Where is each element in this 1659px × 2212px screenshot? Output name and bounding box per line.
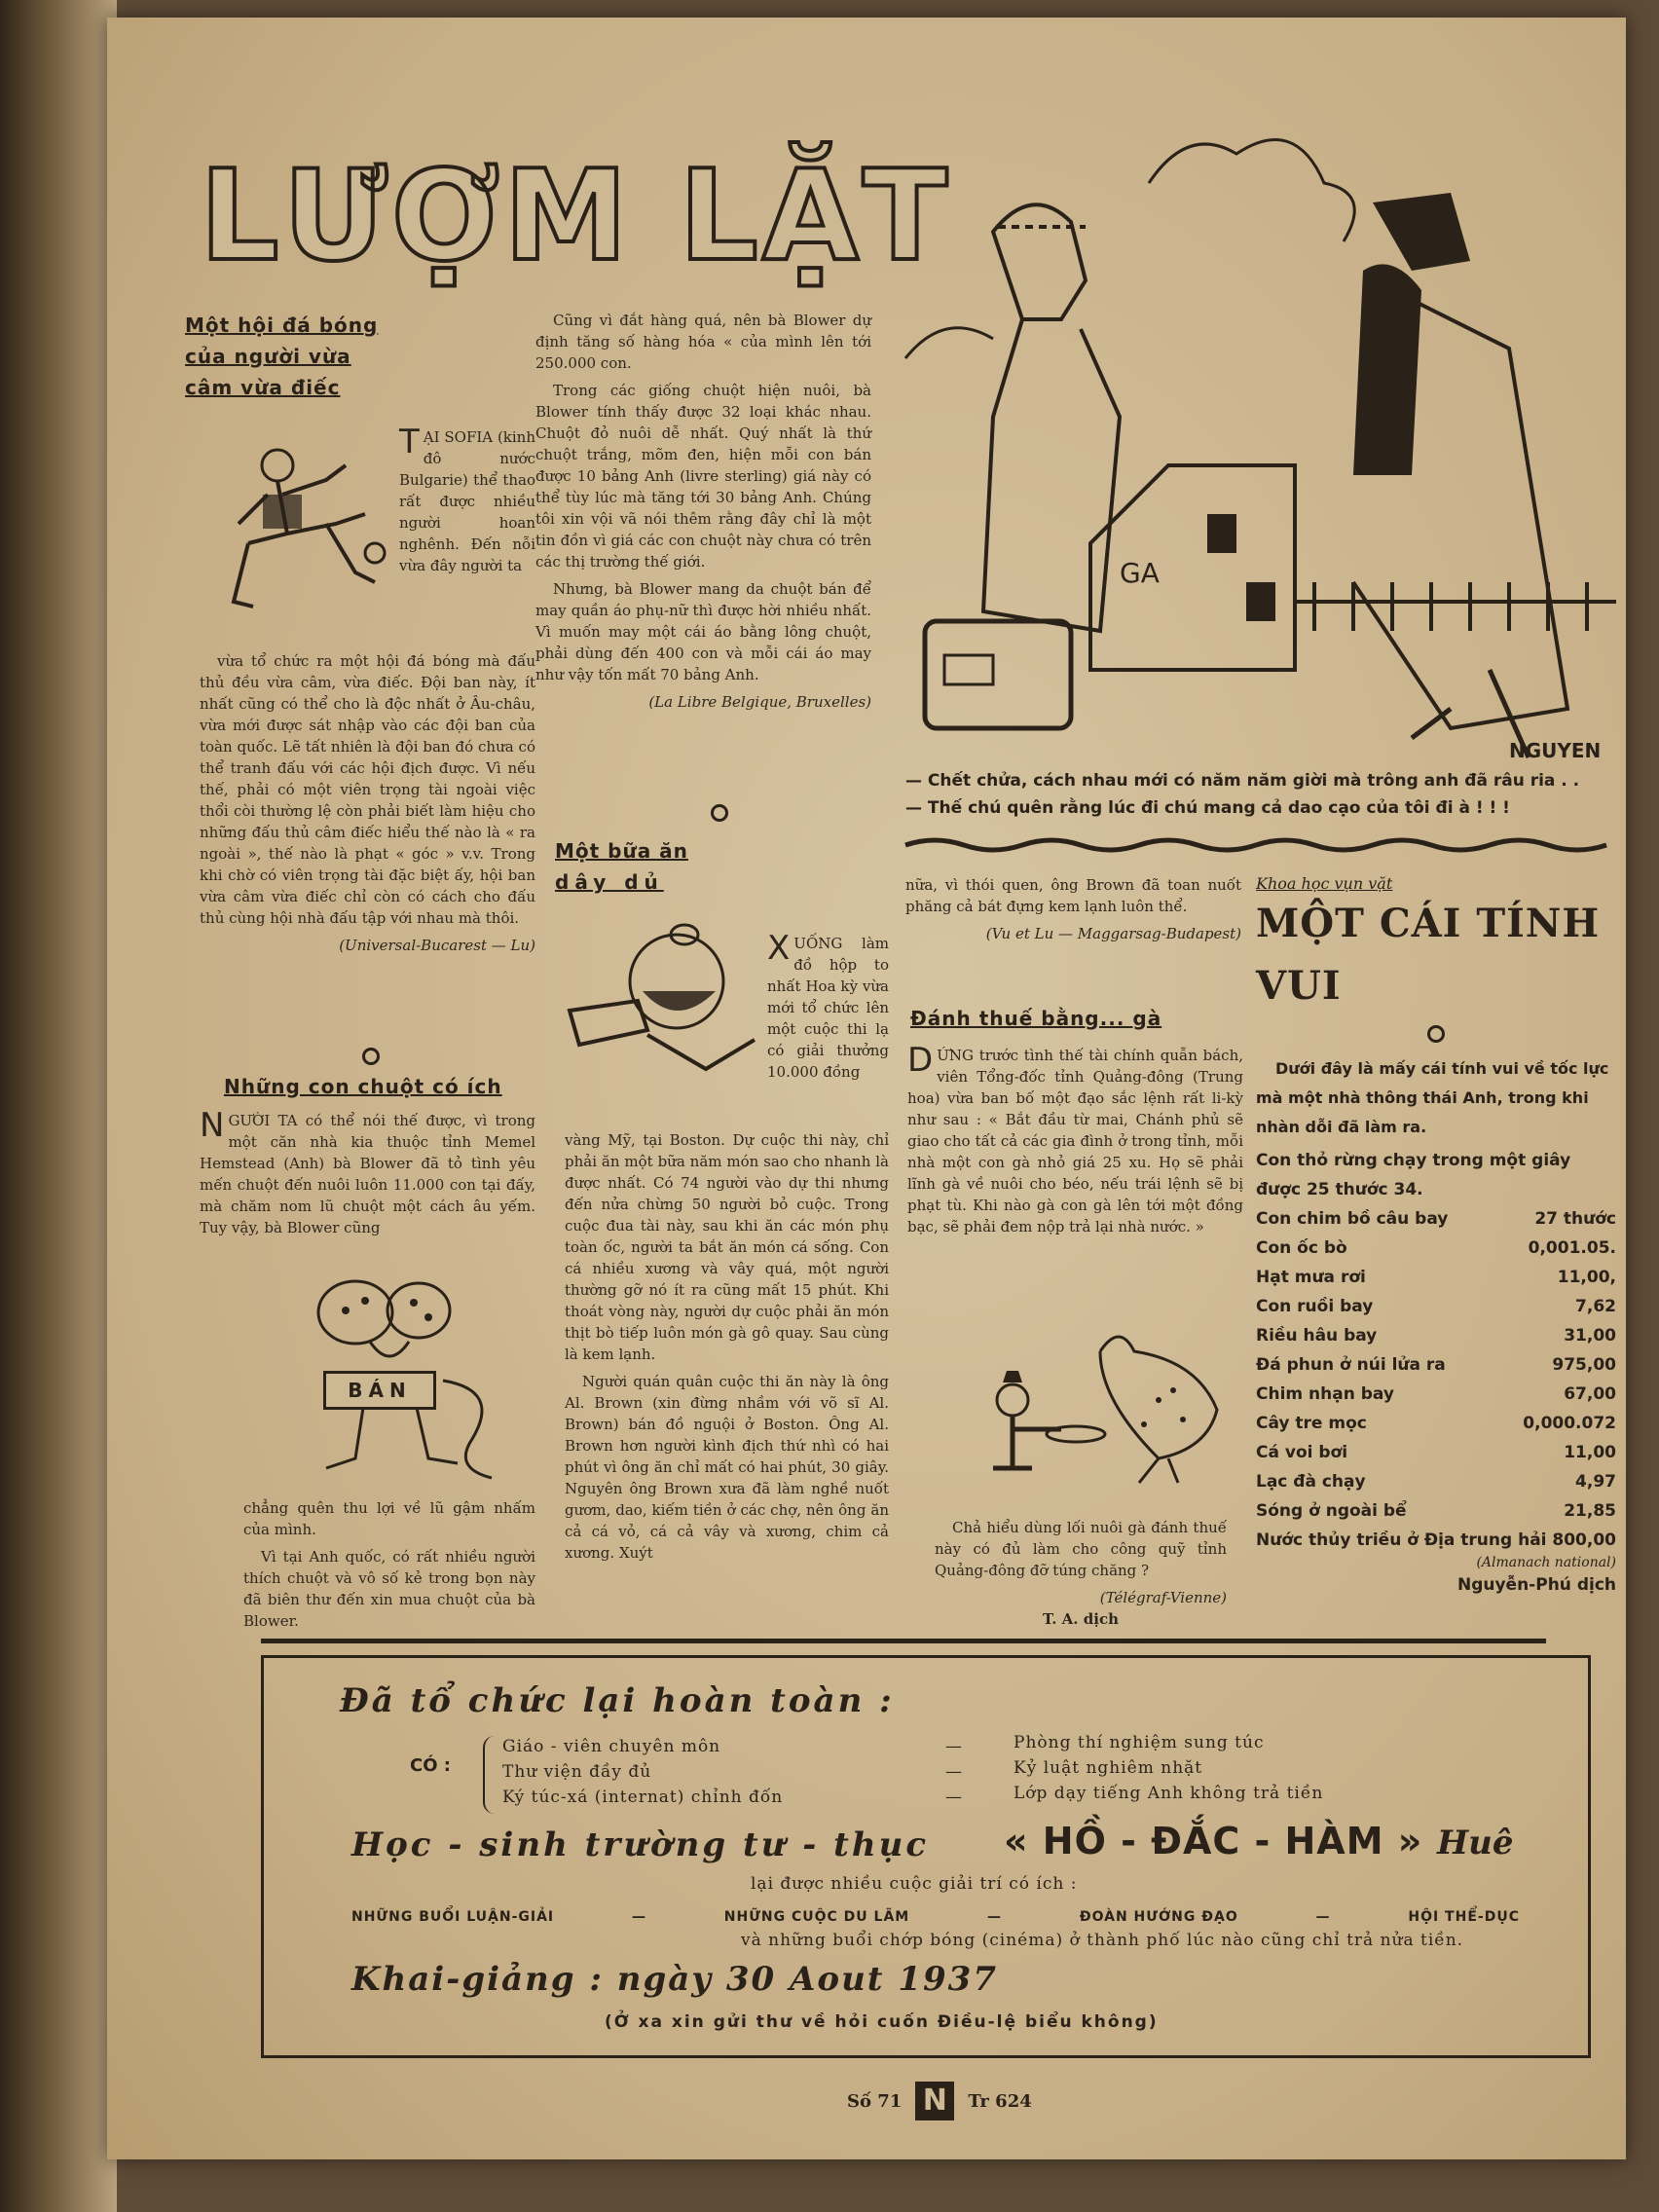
speed-table-row bbox=[1256, 1526, 1616, 1555]
ad-activities: NHỮNG BUỔI LUẬN-GIẢI — NHỮNG CUỘC DU LÃM — ĐOÀN HƯỚNG ĐẠO — HỘI THỂ-DỤC bbox=[351, 1909, 1520, 1925]
article1-heading: Một hội đá bóng của người vừa câm vừa điếc bbox=[185, 313, 379, 399]
ad-school-name: « HỒ - ĐẮC - HÀM » bbox=[1004, 1820, 1423, 1862]
cartoon-caption: — Chết chửa, cách nhau mới có năm năm giời mà trông anh đã râu ria . . — Thế chú quên rằng lúc đi chú mang cả dao cạo của tôi đi à ! ! ! bbox=[905, 771, 1580, 818]
speed-label: Con thỏ rừng chạy trong một giây được 25 thước 34. bbox=[1256, 1151, 1571, 1199]
article4-heading: Đánh thuế bằng... gà bbox=[910, 1007, 1162, 1030]
speed-label: Riều hâu bay bbox=[1256, 1326, 1378, 1346]
article3-continuation: nữa, vì thói quen, ông Brown đã toan nuốt phăng cả bát đựng kem lạnh luôn thể. (Vu et Lu — Maggarsag-Budapest) bbox=[905, 876, 1241, 942]
speed-value: 7,62 bbox=[1575, 1297, 1616, 1316]
article3-heading: Một bữa ăn dây dủ bbox=[555, 839, 688, 894]
newspaper-page bbox=[107, 18, 1626, 2159]
article2-column2: Cũng vì đắt hàng quá, nên bà Blower dự định tăng số hàng hóa « của mình lên tới 250.000 con. Trong các giống chuột hiện nuôi, bà Blower tính thấy được 32 loại khác nhau. Chuột đỏ nuôi dễ nhất. Quý nhất là thứ chuột trắng, mõm đen, hiện mỗi con bán được 10 bảng Anh (livre sterling) giá này có thể tùy lúc mà tăng tới 30 bảng Anh. Chúng tôi xin vội vã nói thêm rằng đây chỉ là một tin đồn vì giá các con chuột này chưa có trên các thị trường thế giới. Nhưng, bà Blower mang da chuột bán để may quần áo phụ-nữ thì được hời nhiều nhất. Vì muốn may một cái áo bằng lông chuột, phải dùng đến 400 con và mỗi cái áo may như vậy tốn mất 70 bảng Anh. (La Libre Belgique, Bruxelles) bbox=[535, 312, 871, 711]
speed-table-row bbox=[1256, 1321, 1616, 1350]
speed-value: 4,97 bbox=[1575, 1472, 1616, 1492]
speed-value: 975,00 bbox=[1552, 1355, 1616, 1375]
publication-logo: N bbox=[915, 2082, 954, 2120]
football-player-illustration bbox=[209, 436, 394, 631]
speed-table-row bbox=[1256, 1467, 1616, 1496]
article4-caption: Chả hiểu dùng lối nuôi gà đánh thuế này có đủ làm cho công quỹ tỉnh Quảng-đông đỡ túng chăng ? (Télégraf-Vienne) T. A. dịch bbox=[935, 1519, 1227, 1628]
speed-value: 800,00 bbox=[1552, 1530, 1616, 1550]
article2-tail: chẳng quên thu lợi về lũ gậm nhấm của mình. Vì tại Anh quốc, có rất nhiều người thích chuột và vô số kẻ trong bọn này đã biên thư đến xin mua chuột của bà Blower. bbox=[243, 1499, 535, 1630]
ad-headline: Đã tổ chức lại hoàn toàn : bbox=[340, 1681, 895, 1720]
speed-table-row bbox=[1256, 1496, 1616, 1526]
section-divider-dot bbox=[1427, 1025, 1445, 1043]
cartoonist-signature: NGUYEN bbox=[1509, 739, 1602, 762]
speed-value: 11,00 bbox=[1564, 1443, 1616, 1462]
speed-table-row bbox=[1256, 1263, 1616, 1292]
article1-lead: TẠI SOFIA (kinh đô nước Bulgarie) thể thao rất được nhiều người hoan nghênh. Đến nỗi vừa đây người ta bbox=[399, 423, 535, 574]
speed-label: Con chim bồ câu bay bbox=[1256, 1209, 1449, 1229]
article1-body: vừa tổ chức ra một hội đá bóng mà đấu thủ đều vừa câm, vừa điếc. Đội ban này, ít nhất cũng có thể cho là độc nhất ở Âu-châu, vừa mới được sát nhập vào các đội ban của toàn quốc. Lẽ tất nhiên là đội ban đó chưa có thể tranh đấu với các hội địch được. Vì nếu thế, phải có một viên trọng tài ngoài việc thổi còi thường lệ còn phải biết làm hiệu cho những đấu thủ câm điếc hiểu thế nào là « ra ngoài », thế nào là phạt « góc » v.v. Trong khi chờ có viên trọng tài đặc biệt ấy, hội ban vừa câm vừa điếc chỉ còn có cách cho đấu thủ cùng hội nhà đấu tập với nhau mà thôi. (Universal-Bucarest — Lu) bbox=[200, 652, 535, 954]
page-number: Tr 624 bbox=[968, 2090, 1032, 2112]
speed-table-row bbox=[1256, 1146, 1616, 1204]
ad-co-label: CÓ : bbox=[410, 1755, 451, 1776]
speed-value: 31,00 bbox=[1564, 1326, 1616, 1346]
speed-table-row bbox=[1256, 1234, 1616, 1263]
ad-footnote: (Ở xa xin gửi thư về hỏi cuốn Điều-lệ biểu không) bbox=[605, 2012, 1159, 2032]
ad-cinema-line: và những buổi chớp bóng (cinéma) ở thành phố lúc nào cũng chỉ trả nửa tiền. bbox=[741, 1931, 1464, 1950]
ad-city: Huê bbox=[1437, 1824, 1514, 1862]
speed-table-row bbox=[1256, 1292, 1616, 1321]
ad-opening-date: Khai-giảng : ngày 30 Aout 1937 bbox=[351, 1960, 998, 1999]
speed-value: 67,00 bbox=[1564, 1384, 1616, 1404]
ad-dashes: — — — bbox=[945, 1737, 963, 1807]
ad-left-list: Giáo - viên chuyên môn Thư viện đầy đủ Ký túc-xá (internat) chỉnh đốn bbox=[502, 1737, 784, 1807]
speed-table bbox=[1256, 1146, 1616, 1555]
speed-label: Con ốc bò bbox=[1256, 1238, 1347, 1258]
article4-body: DỨNG trước tình thế tài chính quẫn bách, viên Tổng-đốc tỉnh Quảng-đông (Trung hoa) vừa ban bố một đạo sắc lệnh rất li-kỳ như sau : « Bắt đầu từ mai, Chánh phủ sẽ giao cho tất cả các gia đình ở trong tỉnh, mỗi nhà một con gà nhỏ giá 25 xu. Họ sẽ phải lĩnh gà về nuôi cho béo, nếu trái lệnh sẽ bị phạt tù. Khi nào gà con gà lên tới một đồng bạc, sẽ phải đem nộp trả lại nhà nước. » bbox=[907, 1041, 1243, 1235]
speed-label: Nước thủy triều ở Địa trung hải bbox=[1256, 1530, 1547, 1550]
ad-benefit-line: lại được nhiều cuộc giải trí có ích : bbox=[751, 1874, 1078, 1894]
article3-lead: XUỐNG làm đồ hộp to nhất Hoa kỳ vừa mới tổ chức lên một cuộc thi lạ có giải thưởng 10.000 đồng bbox=[767, 929, 889, 1081]
ad-brace bbox=[483, 1736, 504, 1814]
article2-body: NGƯỜI TA có thể nói thế được, vì trong một căn nhà kia thuộc tỉnh Memel Hemstead (Anh) bà Blower đã tỏ tình yêu mến chuột đến nuôi luôn 11.000 con tại đấy, mà chăm nom lũ chuột một cách âu yếm. Tuy vậy, bà Blower cũng bbox=[200, 1106, 535, 1236]
page-footer bbox=[847, 2082, 1032, 2120]
speed-label: Cá voi bơi bbox=[1256, 1443, 1348, 1462]
masthead-title: LƯỢM LẶT bbox=[200, 144, 952, 289]
for-sale-sign: BÁN bbox=[323, 1371, 436, 1410]
speed-label: Cây tre mọc bbox=[1256, 1414, 1367, 1433]
speed-value: 0,000.072 bbox=[1523, 1414, 1616, 1433]
speed-table-row bbox=[1256, 1350, 1616, 1380]
speed-table-row bbox=[1256, 1380, 1616, 1409]
station-cartoon bbox=[905, 125, 1616, 762]
wavy-divider bbox=[905, 833, 1606, 853]
ad-school-prefix: Học - sinh trường tư - thục bbox=[351, 1825, 930, 1864]
station-sign: GA bbox=[1120, 557, 1160, 589]
article2-heading: Những con chuột có ích bbox=[224, 1075, 502, 1098]
school-advertisement bbox=[261, 1655, 1591, 2058]
speed-label: Chim nhạn bay bbox=[1256, 1384, 1394, 1404]
bottom-rule bbox=[261, 1639, 1546, 1643]
speed-label: Đá phun ở núi lửa ra bbox=[1256, 1355, 1446, 1375]
article5-kicker: Khoa học vụn vặt bbox=[1256, 874, 1393, 893]
chicken-tax-illustration bbox=[974, 1322, 1227, 1488]
eating-man-illustration bbox=[560, 923, 755, 1098]
speed-value: 27 thước bbox=[1534, 1209, 1616, 1229]
article3-body: vàng Mỹ, tại Boston. Dự cuộc thi này, chỉ phải ăn một bữa năm món sao cho nhanh là được nhất. Có 74 người vào dự thi nhưng đến nửa chừng 50 người bỏ cuộc. Trong cuộc đua tài này, sau khi ăn các món phụ toàn ốc, người ta bắt ăn món cá sống. Con cá nhiều xương và vây quá, một người thường gỡ nó ít ra cũng mất 15 phút. Khi thoát vòng này, người dự cuộc phải ăn món thịt bò tiếp luôn món gà gô quay. Sau cùng là kem lạnh. Người quán quân cuộc thi ăn này là ông Al. Brown (xin đừng nhầm với võ sĩ Al. Brown) bán đồ nguội ở Boston. Ông Al. Brown hơn người kình địch thứ nhì có hai phút vì ông ăn chỉ mất có hai phút, 30 giây. Nguyên ông Brown xưa đã làm nghề nuốt gươm, dao, kiếm tiền ở các chợ, nên ông ăn cả cá vỏ, cá cả vây và xương, chim cả xương. Xuýt bbox=[565, 1131, 889, 1562]
speed-label: Con ruồi bay bbox=[1256, 1297, 1374, 1316]
section-divider-dot bbox=[362, 1048, 380, 1065]
speed-value: 21,85 bbox=[1564, 1501, 1616, 1521]
speed-value: 11,00, bbox=[1557, 1268, 1616, 1287]
issue-number: Số 71 bbox=[847, 2090, 903, 2112]
speed-label: Hạt mưa rơi bbox=[1256, 1268, 1366, 1287]
speed-label: Lạc đà chạy bbox=[1256, 1472, 1366, 1492]
ad-right-list: Phòng thí nghiệm sung túc Kỷ luật nghiêm nhặt Lớp dạy tiếng Anh không trả tiền bbox=[1014, 1733, 1324, 1803]
speed-table-row bbox=[1256, 1438, 1616, 1467]
article5: Khoa học vụn vặt MỘT CÁI TÍNH VUI Dưới đây là mấy cái tính vui về tốc lực mà một nhà thông thái Anh, trong khi nhàn dỗi đã làm ra. Con thỏ rừng chạy trong một giây được 25 thước 34. Con chim bồ câu bay 27 thước Con ốc bò 0,001.05. Hạt mưa rơi 11,00, Con ruồi bay 7,62 Riều hâu bay 31,00 Đá phun ở núi lửa ra 975,00 Chim nhạn bay 67,00 Cây tre mọc 0,000.072 Cá voi bơi 11,00 Lạc đà chạy 4,97 Sóng ở ngoài bể 21,85 Nước thủy triều ở Địa trung hải 800,00 (Almanach national) Nguyễn-Phú dịch bbox=[1256, 874, 1616, 1595]
article5-title: MỘT CÁI TÍNH VUI bbox=[1256, 901, 1601, 1009]
speed-table-row bbox=[1256, 1204, 1616, 1234]
speed-label: Sóng ở ngoài bể bbox=[1256, 1501, 1407, 1521]
speed-value: 0,001.05. bbox=[1528, 1238, 1616, 1258]
book-spine bbox=[0, 0, 117, 2212]
section-divider-dot bbox=[711, 804, 728, 822]
speed-table-row bbox=[1256, 1409, 1616, 1438]
